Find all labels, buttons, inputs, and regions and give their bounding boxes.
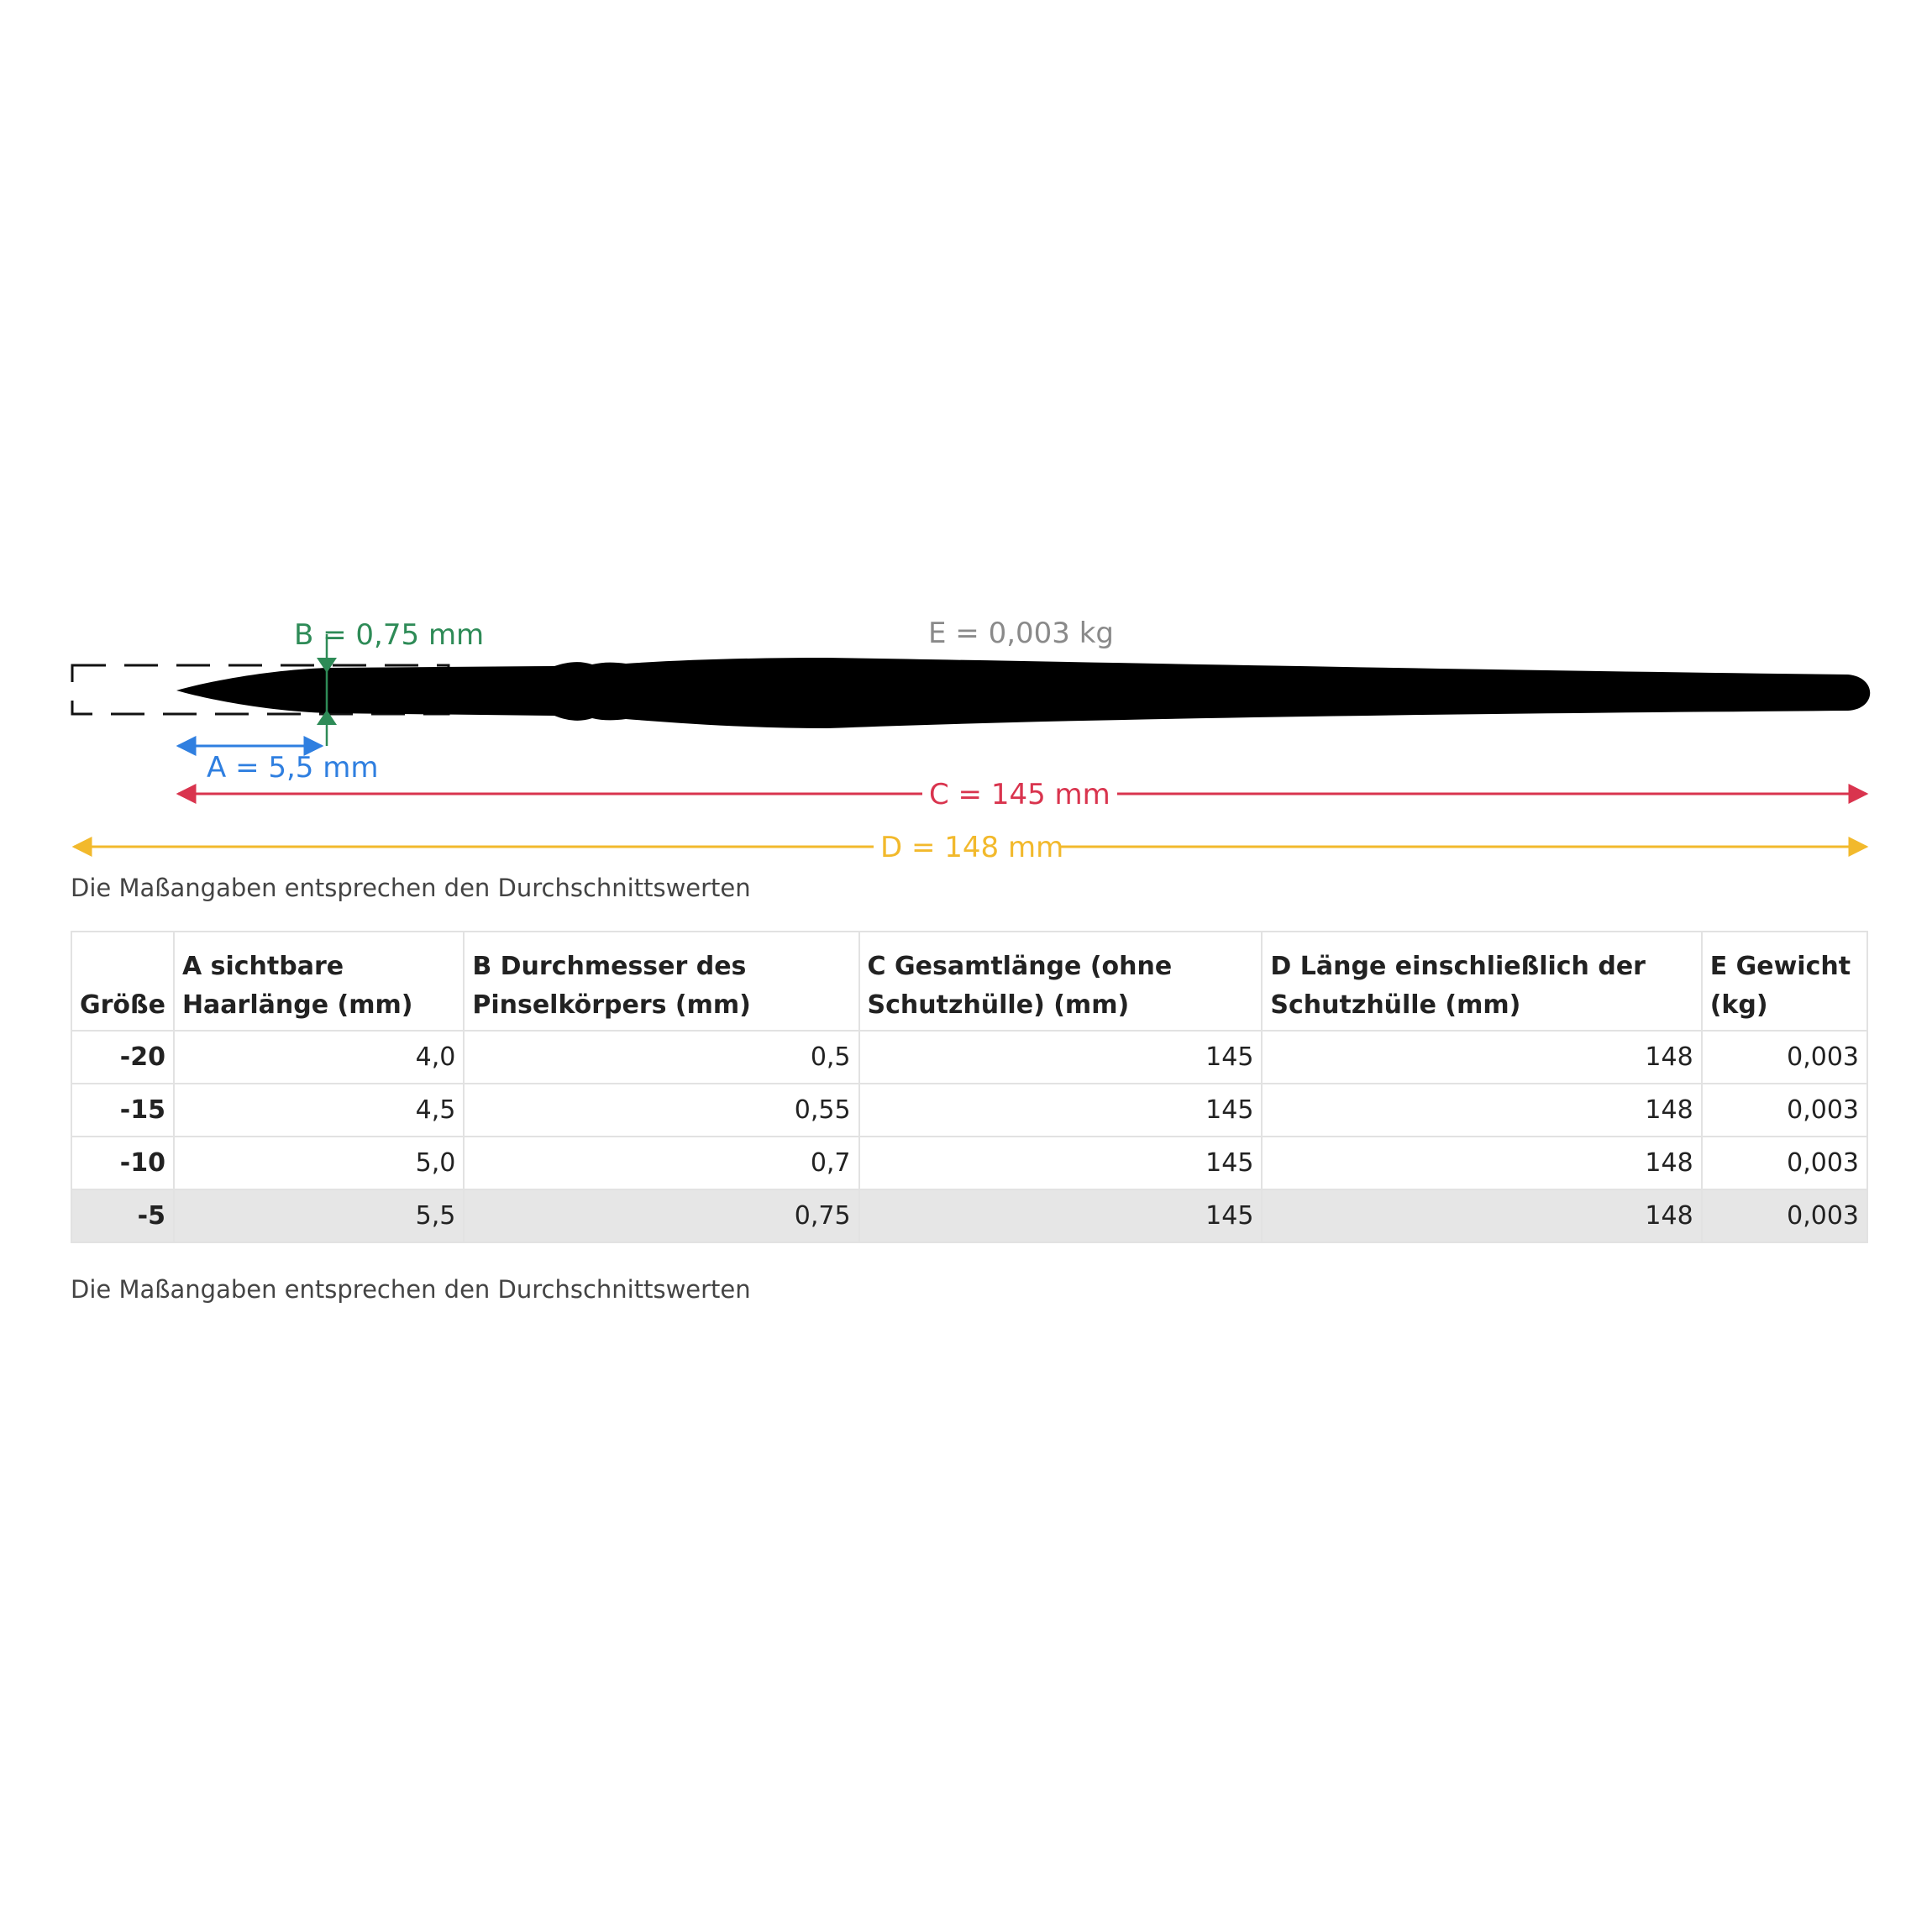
cell-length-with-sleeve: 148 (1262, 1031, 1701, 1084)
cell-body-diameter: 0,55 (464, 1084, 858, 1137)
cell-body-diameter: 0,7 (464, 1137, 858, 1189)
header-size: Größe (71, 932, 174, 1031)
header-hair-length: A sichtbare Haarlänge (mm) (174, 932, 464, 1031)
table-row-highlighted (71, 1189, 1867, 1242)
cell-length-with-sleeve: 148 (1262, 1137, 1701, 1189)
header-body-diameter: B Durchmesser des Pinselkörpers (mm) (464, 932, 858, 1031)
cell-total-length: 145 (859, 1084, 1263, 1137)
c-dimension-label: C = 145 mm (929, 778, 1110, 811)
table-row (71, 1031, 1867, 1084)
brush-silhouette (176, 658, 1870, 728)
cell-size: -5 (71, 1189, 174, 1242)
header-length-with-sleeve: D Länge einschließlich der Schutzhülle (mm) (1262, 932, 1701, 1031)
cell-weight: 0,003 (1702, 1031, 1867, 1084)
cell-weight: 0,003 (1702, 1137, 1867, 1189)
cell-weight: 0,003 (1702, 1084, 1867, 1137)
cell-total-length: 145 (859, 1031, 1263, 1084)
cell-body-diameter: 0,5 (464, 1031, 858, 1084)
cell-total-length: 145 (859, 1137, 1263, 1189)
cell-size: -20 (71, 1031, 174, 1084)
cell-weight: 0,003 (1702, 1189, 1867, 1242)
d-dimension-label: D = 148 mm (880, 831, 1064, 864)
table-row (71, 1137, 1867, 1189)
cell-hair-length: 4,5 (174, 1084, 464, 1137)
average-values-note-bottom: Die Maßangaben entsprechen den Durchschnittswerten (71, 1275, 751, 1304)
cell-length-with-sleeve: 148 (1262, 1189, 1701, 1242)
b-dimension-label: B = 0,75 mm (294, 618, 485, 652)
average-values-note: Die Maßangaben entsprechen den Durchschnittswerten (71, 874, 751, 902)
table-row (71, 1084, 1867, 1137)
table-header-row (71, 932, 1867, 1031)
e-weight-label: E = 0,003 kg (928, 617, 1114, 650)
cell-size: -15 (71, 1084, 174, 1137)
cell-length-with-sleeve: 148 (1262, 1084, 1701, 1137)
specification-table (71, 931, 1868, 1243)
cell-size: -10 (71, 1137, 174, 1189)
cell-total-length: 145 (859, 1189, 1263, 1242)
a-dimension-label: A = 5,5 mm (207, 751, 379, 785)
cell-hair-length: 5,5 (174, 1189, 464, 1242)
brush-dimension-diagram (0, 588, 1932, 882)
header-total-length: C Gesamtlänge (ohne Schutzhülle) (mm) (859, 932, 1263, 1031)
header-weight: E Gewicht (kg) (1702, 932, 1867, 1031)
cell-hair-length: 5,0 (174, 1137, 464, 1189)
cell-body-diameter: 0,75 (464, 1189, 858, 1242)
cell-hair-length: 4,0 (174, 1031, 464, 1084)
